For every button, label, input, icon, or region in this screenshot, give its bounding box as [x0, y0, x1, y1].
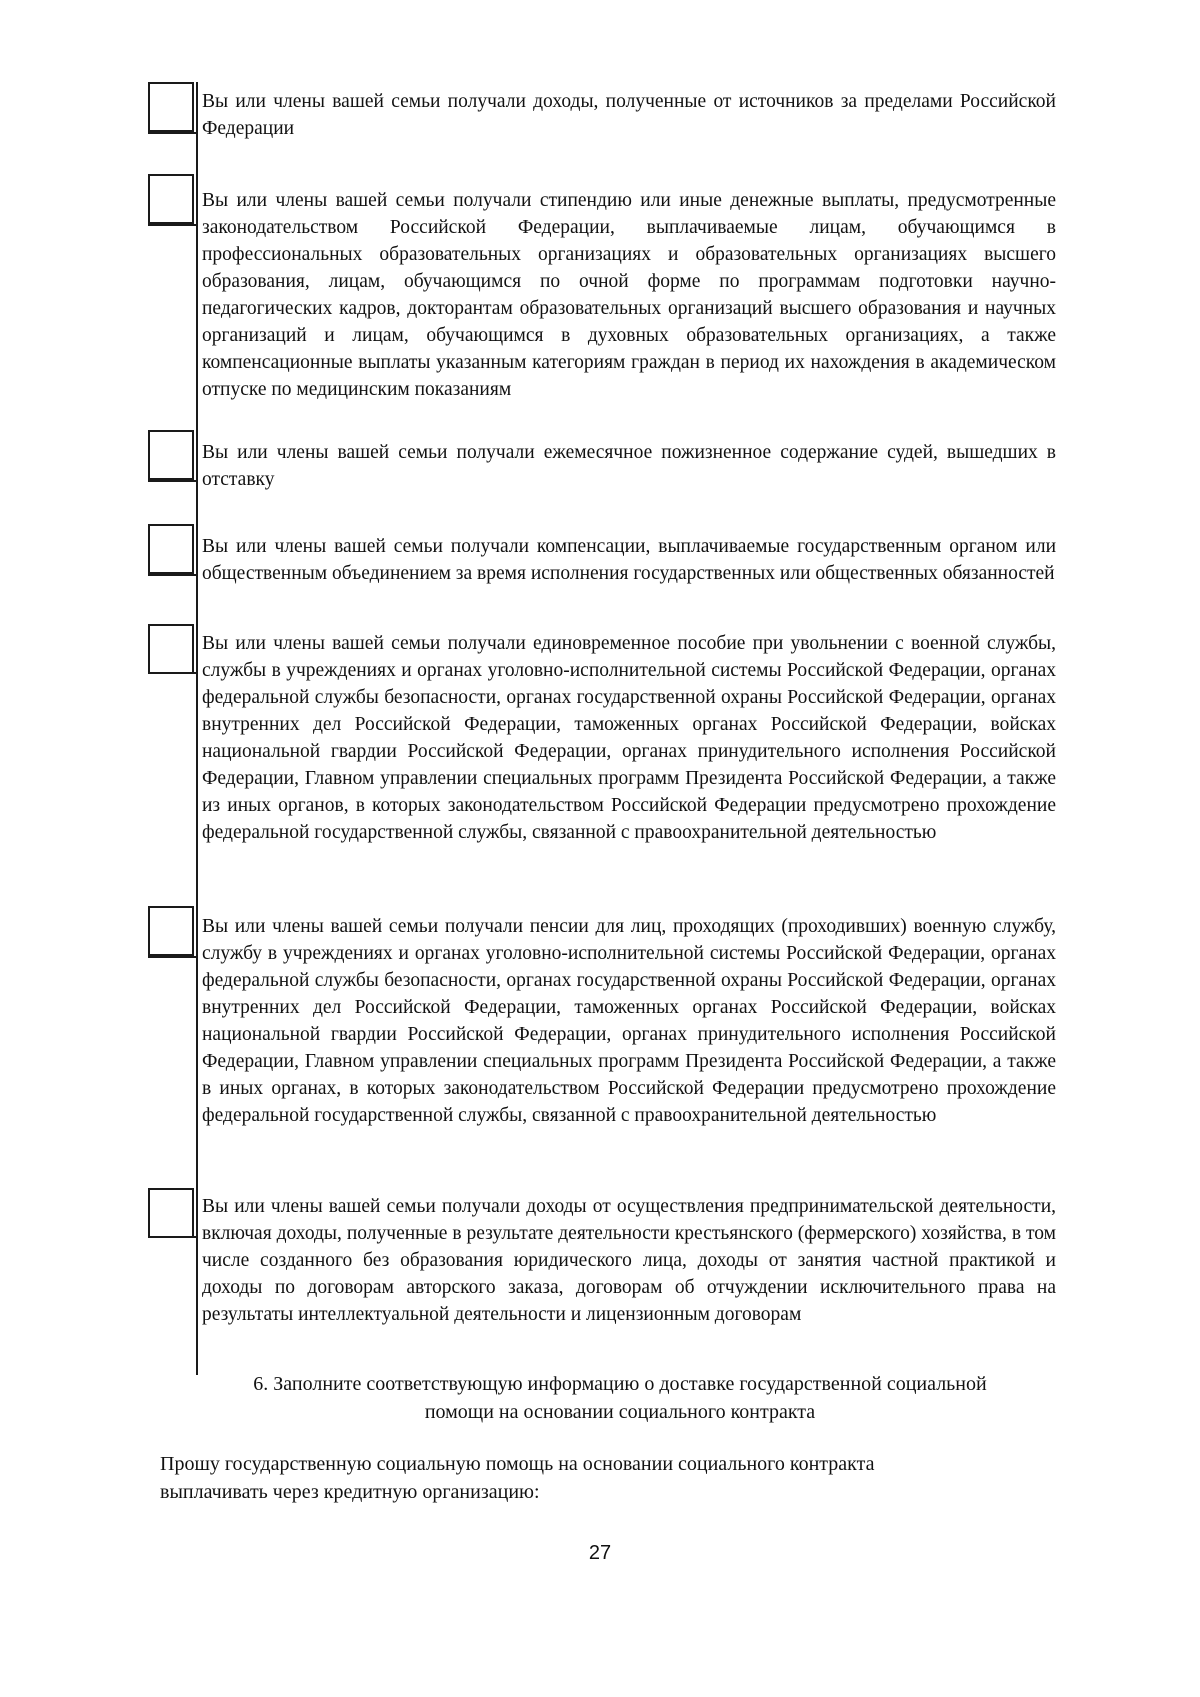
option-leader-line	[148, 574, 198, 576]
option-text: Вы или члены вашей семьи получали компенсации, выплачиваемые государственным органом или общественным объединением за время исполнения государственных или общественных обязанностей	[202, 536, 1056, 584]
section-title-line: 6. Заполните соответствующую информацию о доставке государственной социальной	[253, 1373, 987, 1395]
option-leader-line	[148, 1236, 198, 1238]
option-leader-line	[148, 672, 198, 674]
request-text-line: Прошу государственную социальную помощь на основании социального контракта	[160, 1453, 875, 1475]
option-checkbox[interactable]	[148, 430, 194, 480]
page-number: 27	[588, 1542, 612, 1564]
request-text-line: выплачивать через кредитную организацию:	[160, 1481, 540, 1503]
option-text: Вы или члены вашей семьи получали доходы, полученные от источников за пределами Российской Федерации	[202, 91, 1056, 139]
section-title-line: помощи на основании социального контракта	[424, 1401, 816, 1423]
option-checkbox[interactable]	[148, 906, 194, 956]
option-leader-line	[148, 480, 198, 482]
option-checkbox[interactable]	[148, 624, 194, 674]
option-text: Вы или члены вашей семьи получали единовременное пособие при увольнении с военной службы, службы в учреждениях и органах уголовно-исполнительной системы Российской Федерации, органах федеральной службы безопасности, органах государственной охраны Российской Федерации, органах внутренних дел Российской Федерации, таможенных органах Российской Федерации, войсках национальной гвардии Российской Федерации, органах принудительного исполнения Российской Федерации, Главном управлении специальных программ Президента Российской Федерации, а также из иных органов, в которых законодательством Российской Федерации предусмотрено прохождение федеральной государственной службы, связанной с правоохранительной деятельностью	[202, 633, 1056, 843]
option-leader-line	[148, 956, 198, 958]
option-leader-line	[148, 224, 198, 226]
section-title	[180, 1370, 1060, 1426]
option-text: Вы или члены вашей семьи получали пенсии для лиц, проходящих (проходивших) военную службу, службу в учреждениях и органах уголовно-исполнительной системы Российской Федерации, органах федеральной службы безопасности, органах государственной охраны Российской Федерации, органах внутренних дел Российской Федерации, таможенных органах Российской Федерации, войсках национальной гвардии Российской Федерации, органах принудительного исполнения Российской Федерации, Главном управлении специальных программ Президента Российской Федерации, а также в иных органах, в которых законодательством Российской Федерации предусмотрено прохождение федеральной государственной службы, связанной с правоохранительной деятельностью	[202, 916, 1056, 1126]
option-leader-line	[148, 132, 198, 134]
option-text: Вы или члены вашей семьи получали доходы от осуществления предпринимательской деятельности, включая доходы, полученные в результате деятельности крестьянского (фермерского) хозяйства, в том числе созданного без образования юридического лица, доходы от занятия частной практикой и доходы по договорам авторского заказа, договорам об отчуждении исключительного права на результаты интеллектуальной деятельности и лицензионным договорам	[202, 1196, 1056, 1325]
option-checkbox[interactable]	[148, 174, 194, 224]
option-checkbox[interactable]	[148, 82, 194, 132]
request-text	[160, 1450, 1060, 1506]
option-checkbox[interactable]	[148, 1188, 194, 1238]
option-text: Вы или члены вашей семьи получали стипендию или иные денежные выплаты, предусмотренные законодательством Российской Федерации, выплачиваемые лицам, обучающимся в профессиональных образовательных организациях и образовательных организациях высшего образования, лицам, обучающимся по очной форме по программам подготовки научно-педагогических кадров, докторантам образовательных организаций высшего образования и научных организаций и лицам, обучающимся в духовных образовательных организациях, а также компенсационные выплаты указанным категориям граждан в период их нахождения в академическом отпуске по медицинским показаниям	[202, 190, 1056, 400]
option-text: Вы или члены вашей семьи получали ежемесячное пожизненное содержание судей, вышедших в отставку	[202, 442, 1056, 490]
option-checkbox[interactable]	[148, 524, 194, 574]
form-vertical-rule	[196, 82, 198, 1375]
